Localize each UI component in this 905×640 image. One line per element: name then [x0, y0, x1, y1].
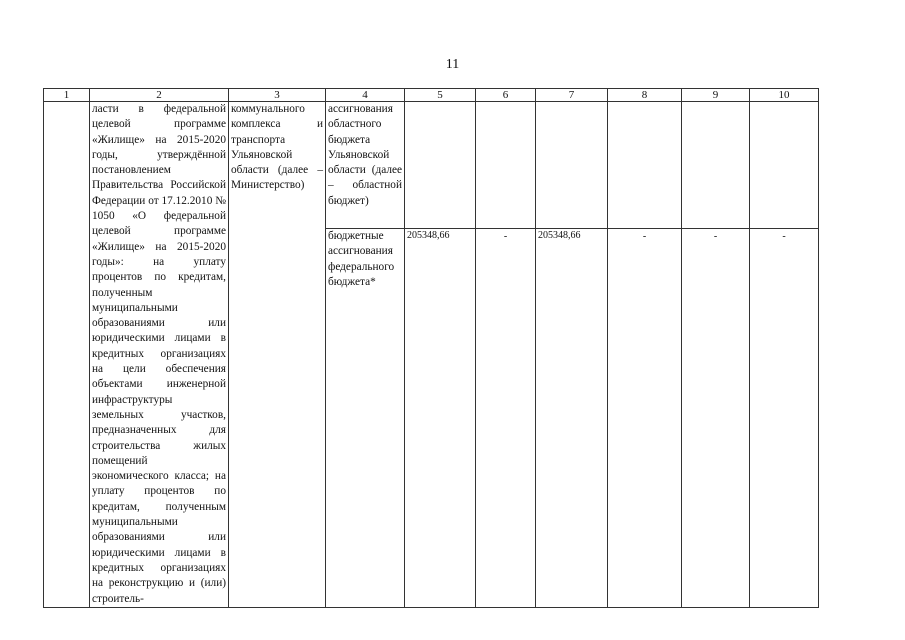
cell-col-1 [44, 102, 90, 608]
header-col-7: 7 [536, 89, 608, 102]
value-col-8: - [608, 229, 682, 608]
value-col-5: 205348,66 [405, 229, 476, 608]
funding-source-regional-cell: ассигнования областного бюджета Ульяновской области (далее – областной бюджет) [326, 102, 405, 229]
header-col-6: 6 [476, 89, 536, 102]
header-col-4: 4 [326, 89, 405, 102]
funding-source-federal-cell: бюджетные ассигнования федерального бюджета* [326, 229, 405, 608]
header-row [44, 89, 819, 102]
header-col-5: 5 [405, 89, 476, 102]
cell-r1-col-5 [405, 102, 476, 229]
cell-r1-col-9 [682, 102, 750, 229]
header-col-9: 9 [682, 89, 750, 102]
responsible-executor-cell: коммунального комплекса и транспорта Ульяновской области (далее – Министерство) [229, 102, 326, 608]
table-row [44, 102, 819, 229]
header-col-10: 10 [750, 89, 819, 102]
cell-r1-col-10 [750, 102, 819, 229]
cell-r1-col-7 [536, 102, 608, 229]
value-col-6: - [476, 229, 536, 608]
header-col-8: 8 [608, 89, 682, 102]
cell-r1-col-8 [608, 102, 682, 229]
page-number: 11 [445, 57, 460, 72]
header-col-2: 2 [90, 89, 229, 102]
header-col-1: 1 [44, 89, 90, 102]
cell-r1-col-6 [476, 102, 536, 229]
value-col-10: - [750, 229, 819, 608]
value-col-9: - [682, 229, 750, 608]
value-col-7: 205348,66 [536, 229, 608, 608]
header-col-3: 3 [229, 89, 326, 102]
program-description-cell: ласти в федеральной целевой программе «Жилище» на 2015-2020 годы, утверждённой постановлением Правительства Российской Федерации от 17.12.2010 № 1050 «О федеральной целевой программе «Жилище» на 2015-2020 годы»: на уплату процентов по кредитам, полученным муниципальными образованиями или юридическими лицами в кредитных организациях на цели обеспечения объектами инженерной инфраструктуры земельных участков, предназначенных для строительства жилых помещений экономического класса; на уплату процентов по кредитам, полученным муниципальными образованиями или юридическими лицами в кредитных организациях на реконструкцию и (или) строитель- [90, 102, 229, 608]
budget-table [43, 88, 819, 608]
